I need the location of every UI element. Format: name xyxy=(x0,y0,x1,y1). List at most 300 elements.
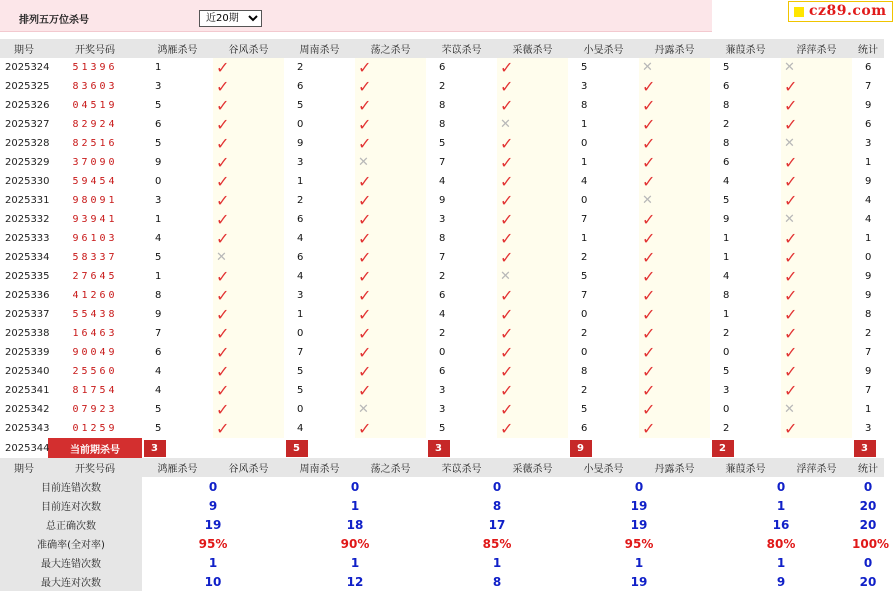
cross-icon: ✕ xyxy=(216,249,227,265)
summary-value: 19 xyxy=(204,517,222,532)
result-mark-cell xyxy=(781,210,852,229)
draw-number-cell: 98091 xyxy=(72,195,118,206)
draw-number-cell: 51396 xyxy=(72,62,118,73)
result-mark-cell xyxy=(355,286,426,305)
summary-label: 准确率(全对率) xyxy=(0,534,142,553)
result-mark-cell xyxy=(781,77,852,96)
table-row xyxy=(0,172,884,191)
current-pick-cell xyxy=(142,438,284,458)
logo-square-icon xyxy=(794,7,804,17)
result-mark-cell xyxy=(497,96,568,115)
result-mark-cell xyxy=(497,267,568,286)
kill-pick-cell: 9 xyxy=(865,366,872,377)
check-icon: ✓ xyxy=(500,171,514,191)
result-mark-cell xyxy=(639,343,710,362)
column-header-0: 期号 xyxy=(0,39,48,58)
kill-pick-cell: 1 xyxy=(865,157,872,168)
result-mark-cell xyxy=(213,172,284,191)
check-icon: ✓ xyxy=(784,247,798,267)
check-icon: ✓ xyxy=(500,247,514,267)
kill-pick-cell: 5 xyxy=(439,138,446,149)
result-mark-cell xyxy=(213,191,284,210)
summary-value: 1 xyxy=(208,555,218,570)
summary-column-header-1: 开奖号码 xyxy=(48,458,142,477)
result-mark-cell xyxy=(355,381,426,400)
summary-column-header-3: 谷风杀号 xyxy=(213,458,284,477)
kill-pick-cell: 2 xyxy=(865,328,872,339)
kill-pick-cell: 4 xyxy=(439,176,446,187)
summary-value: 85% xyxy=(482,536,512,551)
kill-pick-cell: 5 xyxy=(581,404,588,415)
summary-column-header-9: 丹露杀号 xyxy=(639,458,710,477)
kill-pick-cell: 7 xyxy=(865,385,872,396)
result-mark-cell xyxy=(639,286,710,305)
result-mark-cell xyxy=(213,229,284,248)
check-icon: ✓ xyxy=(642,171,656,191)
column-header-8: 小旻杀号 xyxy=(568,39,639,58)
period-cell: 2025324 xyxy=(5,62,50,73)
result-mark-cell xyxy=(497,172,568,191)
kill-pick-cell: 2 xyxy=(723,119,730,130)
kill-pick-cell: 1 xyxy=(723,252,730,263)
table-row xyxy=(0,286,884,305)
result-mark-cell xyxy=(213,134,284,153)
check-icon: ✓ xyxy=(216,171,230,191)
kill-pick-cell: 0 xyxy=(581,347,588,358)
check-icon: ✓ xyxy=(500,133,514,153)
result-mark-cell xyxy=(355,115,426,134)
result-mark-cell xyxy=(639,305,710,324)
kill-pick-cell: 5 xyxy=(297,366,304,377)
table-row xyxy=(0,248,884,267)
result-mark-cell xyxy=(781,172,852,191)
result-mark-cell xyxy=(355,267,426,286)
kill-pick-cell: 5 xyxy=(155,252,162,263)
kill-pick-cell: 5 xyxy=(723,366,730,377)
check-icon: ✓ xyxy=(500,76,514,96)
result-mark-cell xyxy=(497,305,568,324)
result-mark-cell xyxy=(213,96,284,115)
kill-pick-cell: 1 xyxy=(723,233,730,244)
summary-value: 20 xyxy=(859,517,877,532)
check-icon: ✓ xyxy=(642,114,656,134)
kill-pick-cell: 1 xyxy=(581,233,588,244)
cross-icon: ✕ xyxy=(500,116,511,132)
current-pick-cell xyxy=(426,438,568,458)
check-icon: ✓ xyxy=(216,76,230,96)
current-period-label: 当前期杀号 xyxy=(48,438,142,458)
period-cell: 2025330 xyxy=(5,176,50,187)
check-icon: ✓ xyxy=(642,228,656,248)
result-mark-cell xyxy=(213,305,284,324)
draw-number-cell: 59454 xyxy=(72,176,118,187)
result-mark-cell xyxy=(213,77,284,96)
current-pick-badge: 3 xyxy=(144,440,166,457)
summary-value: 16 xyxy=(772,517,790,532)
result-mark-cell xyxy=(781,419,852,438)
summary-value: 19 xyxy=(630,498,648,513)
kill-pick-cell: 9 xyxy=(155,309,162,320)
result-mark-cell xyxy=(639,267,710,286)
check-icon: ✓ xyxy=(358,247,372,267)
result-mark-cell xyxy=(213,400,284,419)
period-cell: 2025326 xyxy=(5,100,50,111)
check-icon: ✓ xyxy=(216,228,230,248)
check-icon: ✓ xyxy=(358,133,372,153)
check-icon: ✓ xyxy=(784,418,798,438)
kill-pick-cell: 1 xyxy=(155,214,162,225)
site-logo[interactable] xyxy=(788,1,893,22)
summary-value: 1 xyxy=(634,555,644,570)
kill-pick-cell: 9 xyxy=(723,214,730,225)
table-row xyxy=(0,134,884,153)
check-icon: ✓ xyxy=(358,171,372,191)
kill-pick-cell: 2 xyxy=(581,385,588,396)
kill-pick-cell: 4 xyxy=(297,271,304,282)
top-bar xyxy=(0,0,712,32)
check-icon: ✓ xyxy=(358,380,372,400)
result-mark-cell xyxy=(213,58,284,77)
kill-pick-cell: 3 xyxy=(155,81,162,92)
draw-number-cell: 27645 xyxy=(72,271,118,282)
result-mark-cell xyxy=(639,400,710,419)
kill-pick-cell: 2 xyxy=(439,271,446,282)
check-icon: ✓ xyxy=(358,95,372,115)
kill-pick-cell: 7 xyxy=(865,347,872,358)
summary-value: 0 xyxy=(634,479,644,494)
result-mark-cell xyxy=(355,305,426,324)
kill-pick-cell: 5 xyxy=(155,138,162,149)
result-mark-cell xyxy=(639,324,710,343)
check-icon: ✓ xyxy=(500,57,514,77)
summary-value: 80% xyxy=(766,536,796,551)
check-icon: ✓ xyxy=(500,304,514,324)
summary-row xyxy=(0,572,884,591)
current-pick-badge: 2 xyxy=(712,440,734,457)
kill-pick-cell: 6 xyxy=(439,366,446,377)
summary-value: 20 xyxy=(859,574,877,589)
result-mark-cell xyxy=(781,248,852,267)
kill-pick-cell: 5 xyxy=(297,100,304,111)
check-icon: ✓ xyxy=(642,285,656,305)
kill-pick-cell: 2 xyxy=(439,328,446,339)
table-row xyxy=(0,210,884,229)
kill-pick-cell: 3 xyxy=(723,385,730,396)
current-pick-cell xyxy=(710,438,852,458)
kill-pick-cell: 1 xyxy=(297,176,304,187)
cross-icon: ✕ xyxy=(784,401,795,417)
check-icon: ✓ xyxy=(784,152,798,172)
check-icon: ✓ xyxy=(642,418,656,438)
column-header-7: 采薇杀号 xyxy=(497,39,568,58)
summary-value: 12 xyxy=(346,574,364,589)
check-icon: ✓ xyxy=(358,114,372,134)
kill-pick-cell: 4 xyxy=(155,366,162,377)
result-mark-cell xyxy=(781,286,852,305)
column-header-2: 鸿雁杀号 xyxy=(142,39,213,58)
check-icon: ✓ xyxy=(216,133,230,153)
cross-icon: ✕ xyxy=(358,154,369,170)
draw-number-cell: 90049 xyxy=(72,347,118,358)
kill-pick-cell: 4 xyxy=(155,385,162,396)
check-icon: ✓ xyxy=(784,285,798,305)
result-mark-cell xyxy=(355,96,426,115)
kill-pick-cell: 8 xyxy=(581,366,588,377)
summary-column-header-8: 小旻杀号 xyxy=(568,458,639,477)
result-mark-cell xyxy=(213,381,284,400)
kill-pick-cell: 0 xyxy=(865,252,872,263)
check-icon: ✓ xyxy=(216,152,230,172)
summary-value: 0 xyxy=(350,479,360,494)
kill-pick-cell: 0 xyxy=(723,404,730,415)
result-mark-cell xyxy=(639,210,710,229)
result-mark-cell xyxy=(781,400,852,419)
kill-pick-cell: 2 xyxy=(723,328,730,339)
summary-column-header-10: 蒹葭杀号 xyxy=(710,458,781,477)
column-header-6: 芣苡杀号 xyxy=(426,39,497,58)
result-mark-cell xyxy=(213,267,284,286)
kill-pick-cell: 9 xyxy=(865,290,872,301)
summary-value: 18 xyxy=(346,517,364,532)
kill-pick-cell: 9 xyxy=(865,271,872,282)
result-mark-cell xyxy=(497,191,568,210)
kill-pick-cell: 5 xyxy=(297,385,304,396)
summary-value: 1 xyxy=(776,555,786,570)
kill-pick-cell: 4 xyxy=(865,214,872,225)
draw-number-cell: 82924 xyxy=(72,119,118,130)
table-header-row xyxy=(0,39,884,58)
kill-pick-cell: 7 xyxy=(581,214,588,225)
kill-pick-cell: 2 xyxy=(581,252,588,263)
result-mark-cell xyxy=(355,134,426,153)
check-icon: ✓ xyxy=(642,133,656,153)
check-icon: ✓ xyxy=(358,304,372,324)
check-icon: ✓ xyxy=(784,95,798,115)
table-row xyxy=(0,362,884,381)
table-row xyxy=(0,115,884,134)
result-mark-cell xyxy=(213,419,284,438)
current-pick-cell xyxy=(568,438,710,458)
result-mark-cell xyxy=(781,324,852,343)
kill-pick-cell: 8 xyxy=(439,233,446,244)
kill-pick-cell: 6 xyxy=(865,119,872,130)
result-mark-cell xyxy=(497,77,568,96)
summary-value: 9 xyxy=(776,574,786,589)
summary-column-header-11: 浮萍杀号 xyxy=(781,458,852,477)
column-header-10: 蒹葭杀号 xyxy=(710,39,781,58)
result-mark-cell xyxy=(355,362,426,381)
kill-pick-cell: 0 xyxy=(581,138,588,149)
kill-pick-cell: 8 xyxy=(865,309,872,320)
check-icon: ✓ xyxy=(216,190,230,210)
period-select[interactable] xyxy=(199,10,262,27)
check-icon: ✓ xyxy=(500,285,514,305)
check-icon: ✓ xyxy=(784,380,798,400)
current-period-cell: 2025344 xyxy=(5,442,50,454)
summary-value: 19 xyxy=(630,517,648,532)
column-header-3: 谷风杀号 xyxy=(213,39,284,58)
draw-number-cell: 37090 xyxy=(72,157,118,168)
kill-pick-cell: 3 xyxy=(439,385,446,396)
check-icon: ✓ xyxy=(358,266,372,286)
current-pick-badge: 5 xyxy=(286,440,308,457)
check-icon: ✓ xyxy=(784,323,798,343)
table-row xyxy=(0,77,884,96)
summary-header-row xyxy=(0,458,884,477)
cross-icon: ✕ xyxy=(784,211,795,227)
check-icon: ✓ xyxy=(642,304,656,324)
check-icon: ✓ xyxy=(784,342,798,362)
kill-pick-cell: 5 xyxy=(155,423,162,434)
check-icon: ✓ xyxy=(216,399,230,419)
draw-number-cell: 82516 xyxy=(72,138,118,149)
kill-pick-cell: 7 xyxy=(581,290,588,301)
table-row xyxy=(0,400,884,419)
result-mark-cell xyxy=(639,381,710,400)
period-cell: 2025340 xyxy=(5,366,50,377)
check-icon: ✓ xyxy=(784,266,798,286)
check-icon: ✓ xyxy=(642,76,656,96)
table-row xyxy=(0,229,884,248)
result-mark-cell xyxy=(781,96,852,115)
result-mark-cell xyxy=(497,343,568,362)
current-pick-cell xyxy=(852,438,884,458)
table-row xyxy=(0,419,884,438)
cross-icon: ✕ xyxy=(784,135,795,151)
result-mark-cell xyxy=(355,229,426,248)
summary-value: 95% xyxy=(624,536,654,551)
result-mark-cell xyxy=(213,286,284,305)
summary-row xyxy=(0,496,884,515)
result-mark-cell xyxy=(497,134,568,153)
check-icon: ✓ xyxy=(216,209,230,229)
kill-pick-cell: 1 xyxy=(581,157,588,168)
result-mark-cell xyxy=(781,153,852,172)
check-icon: ✓ xyxy=(358,342,372,362)
result-mark-cell xyxy=(355,400,426,419)
draw-number-cell: 93941 xyxy=(72,214,118,225)
kill-pick-cell: 8 xyxy=(155,290,162,301)
period-cell: 2025328 xyxy=(5,138,50,149)
kill-pick-cell: 8 xyxy=(723,138,730,149)
kill-pick-cell: 3 xyxy=(297,290,304,301)
result-mark-cell xyxy=(497,286,568,305)
result-mark-cell xyxy=(213,153,284,172)
result-mark-cell xyxy=(213,115,284,134)
kill-pick-cell: 4 xyxy=(723,176,730,187)
summary-column-header-5: 荡之杀号 xyxy=(355,458,426,477)
current-pick-badge: 3 xyxy=(854,440,876,457)
result-mark-cell xyxy=(639,419,710,438)
summary-column-header-2: 鸿雁杀号 xyxy=(142,458,213,477)
cross-icon: ✕ xyxy=(642,192,653,208)
column-header-12: 统计 xyxy=(852,39,884,58)
check-icon: ✓ xyxy=(216,57,230,77)
result-mark-cell xyxy=(497,248,568,267)
result-mark-cell xyxy=(355,191,426,210)
result-mark-cell xyxy=(213,343,284,362)
page-title: 排列五万位杀号 xyxy=(19,15,89,26)
check-icon: ✓ xyxy=(358,285,372,305)
kill-pick-cell: 0 xyxy=(297,328,304,339)
period-cell: 2025343 xyxy=(5,423,50,434)
check-icon: ✓ xyxy=(500,323,514,343)
check-icon: ✓ xyxy=(784,114,798,134)
draw-number-cell: 07923 xyxy=(72,404,118,415)
result-mark-cell xyxy=(781,115,852,134)
summary-value: 8 xyxy=(492,574,502,589)
result-mark-cell xyxy=(355,58,426,77)
result-mark-cell xyxy=(639,362,710,381)
check-icon: ✓ xyxy=(216,342,230,362)
summary-value: 0 xyxy=(863,479,873,494)
summary-value: 10 xyxy=(204,574,222,589)
summary-value: 9 xyxy=(208,498,218,513)
period-cell: 2025342 xyxy=(5,404,50,415)
kill-pick-cell: 7 xyxy=(155,328,162,339)
draw-number-cell: 96103 xyxy=(72,233,118,244)
kill-pick-cell: 3 xyxy=(439,404,446,415)
kill-pick-cell: 6 xyxy=(297,252,304,263)
summary-value: 1 xyxy=(350,498,360,513)
summary-value: 0 xyxy=(208,479,218,494)
kill-pick-cell: 0 xyxy=(439,347,446,358)
check-icon: ✓ xyxy=(642,247,656,267)
check-icon: ✓ xyxy=(642,152,656,172)
kill-pick-cell: 8 xyxy=(723,290,730,301)
check-icon: ✓ xyxy=(784,361,798,381)
table-row xyxy=(0,191,884,210)
kill-pick-cell: 3 xyxy=(865,423,872,434)
check-icon: ✓ xyxy=(500,418,514,438)
draw-number-cell: 04519 xyxy=(72,100,118,111)
summary-value: 100% xyxy=(852,536,890,551)
result-mark-cell xyxy=(497,210,568,229)
summary-column-header-12: 统计 xyxy=(852,458,884,477)
kill-pick-cell: 0 xyxy=(581,195,588,206)
summary-value: 1 xyxy=(492,555,502,570)
summary-row xyxy=(0,553,884,572)
period-cell: 2025327 xyxy=(5,119,50,130)
result-mark-cell xyxy=(497,362,568,381)
check-icon: ✓ xyxy=(216,114,230,134)
summary-value: 0 xyxy=(776,479,786,494)
table-row xyxy=(0,267,884,286)
period-cell: 2025339 xyxy=(5,347,50,358)
result-mark-cell xyxy=(781,229,852,248)
period-cell: 2025331 xyxy=(5,195,50,206)
current-period-row xyxy=(0,438,884,458)
result-mark-cell xyxy=(497,58,568,77)
check-icon: ✓ xyxy=(784,76,798,96)
result-mark-cell xyxy=(355,248,426,267)
result-mark-cell xyxy=(781,191,852,210)
period-cell: 2025332 xyxy=(5,214,50,225)
check-icon: ✓ xyxy=(500,190,514,210)
kill-pick-cell: 6 xyxy=(865,62,872,73)
cross-icon: ✕ xyxy=(784,59,795,75)
draw-number-cell: 16463 xyxy=(72,328,118,339)
result-mark-cell xyxy=(355,77,426,96)
kill-pick-cell: 5 xyxy=(155,100,162,111)
kill-pick-cell: 4 xyxy=(297,233,304,244)
result-mark-cell xyxy=(497,400,568,419)
result-mark-cell xyxy=(355,210,426,229)
kill-pick-cell: 9 xyxy=(155,157,162,168)
kill-pick-cell: 0 xyxy=(723,347,730,358)
check-icon: ✓ xyxy=(358,418,372,438)
kill-pick-cell: 4 xyxy=(155,233,162,244)
